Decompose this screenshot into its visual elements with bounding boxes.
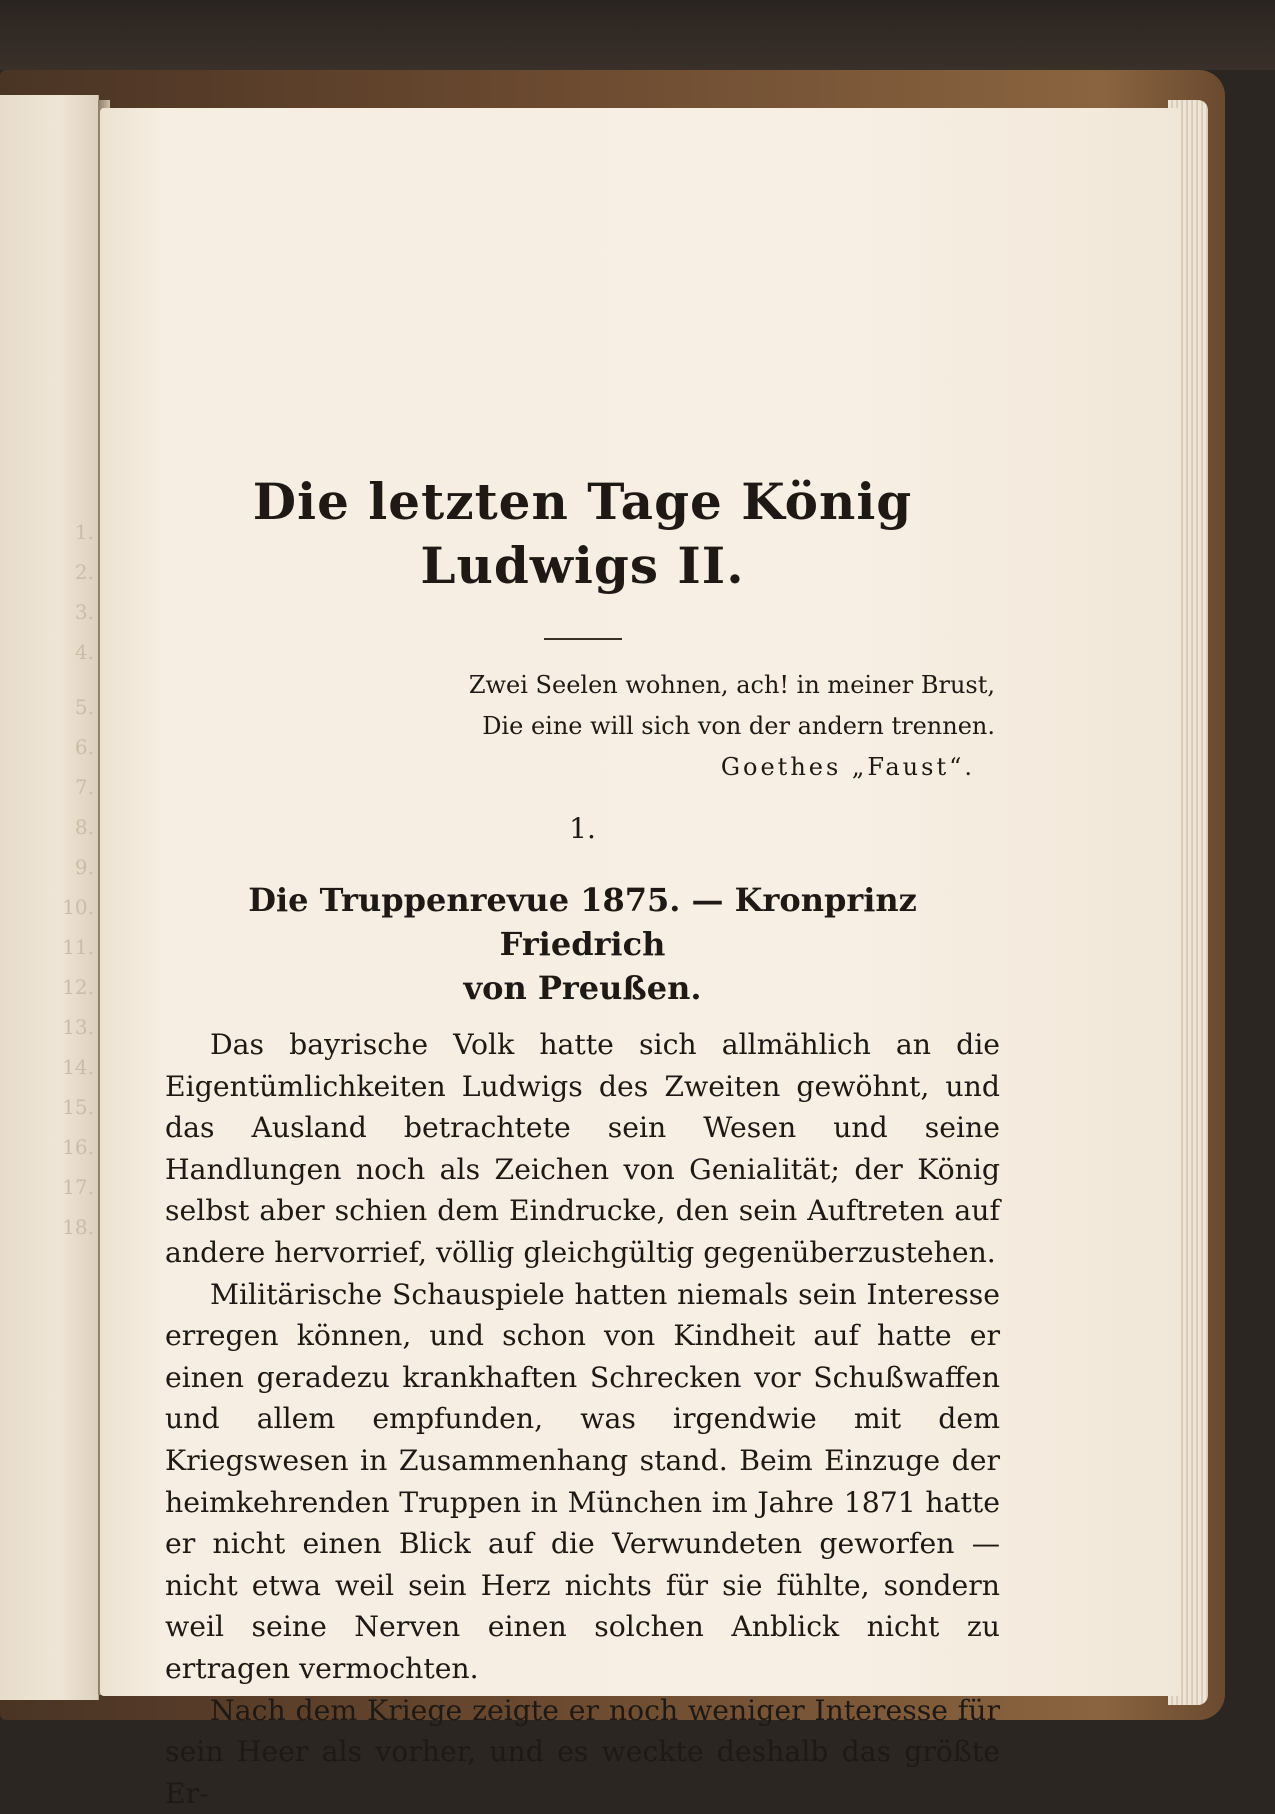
left-page <box>0 95 99 1700</box>
section-number: 1. <box>165 808 1000 850</box>
left-page-ghost-number: 7. <box>75 775 94 799</box>
left-page-ghost-number: 10. <box>62 895 94 919</box>
left-page-ghost-number: 6. <box>75 735 94 759</box>
epigraph-source: Goethes „Faust“. <box>165 747 995 788</box>
left-page-ghost-number: 16. <box>62 1135 94 1159</box>
background-top <box>0 0 1275 70</box>
epigraph-line: Die eine will sich von der andern trennen. <box>165 706 995 747</box>
title-divider <box>544 638 622 640</box>
epigraph-line: Zwei Seelen wohnen, ach! in meiner Brust, <box>165 665 995 706</box>
left-page-ghost-number: 3. <box>75 600 94 624</box>
section-heading-line: von Preußen. <box>165 966 1000 1010</box>
left-page-ghost-number: 1. <box>75 520 94 544</box>
left-page-ghost-number: 15. <box>62 1095 94 1119</box>
section-heading <box>165 878 1000 1010</box>
left-page-ghost-number: 14. <box>62 1055 94 1079</box>
paragraph: Nach dem Kriege zeigte er noch weniger Interesse für sein Heer als vorher, und es weckte deshalb das größte Er- <box>165 1690 1000 1814</box>
page-content <box>165 470 1000 1814</box>
left-page-ghost-number: 18. <box>62 1215 94 1239</box>
paragraph: Militärische Schauspiele hatten niemals sein Interesse erregen können, und schon von Kindheit auf hatte er einen geradezu krankhaften Schrecken vor Schußwaffen und allem empfunden, was irgendwie mit dem Kriegswesen in Zusammenhang stand. Beim Einzuge der heimkehrenden Truppen in München im Jahre 1871 hatte er nicht einen Blick auf die Verwundeten geworfen — nicht etwa weil sein Herz nichts für sie fühlte, sondern weil seine Nerven einen solchen Anblick nicht zu ertragen vermochten. <box>165 1274 1000 1690</box>
left-page-ghost-number: 12. <box>62 975 94 999</box>
left-page-ghost-number: 11. <box>62 935 94 959</box>
left-page-ghost-number: 9. <box>75 855 94 879</box>
left-page-ghost-number: 5. <box>75 695 94 719</box>
left-page-ghost-number: 17. <box>62 1175 94 1199</box>
left-page-ghost-number: 2. <box>75 560 94 584</box>
left-page-ghost-number: 4. <box>75 640 94 664</box>
epigraph <box>165 665 1000 788</box>
section-heading-line: Die Truppenrevue 1875. — Kronprinz Friedrich <box>165 878 1000 966</box>
chapter-title: Die letzten Tage König Ludwigs II. <box>165 470 1000 598</box>
paragraph: Das bayrische Volk hatte sich allmählich an die Eigentümlichkeiten Ludwigs des Zweiten gewöhnt, und das Ausland betrachtete sein Wesen und seine Handlungen noch als Zeichen von Genialität; der König selbst aber schien dem Eindrucke, den sein Auftreten auf andere hervorrief, völlig gleichgültig gegenüberzustehen. <box>165 1024 1000 1274</box>
left-page-ghost-number: 8. <box>75 815 94 839</box>
left-page-ghost-number: 13. <box>62 1015 94 1039</box>
body-text <box>165 1024 1000 1814</box>
